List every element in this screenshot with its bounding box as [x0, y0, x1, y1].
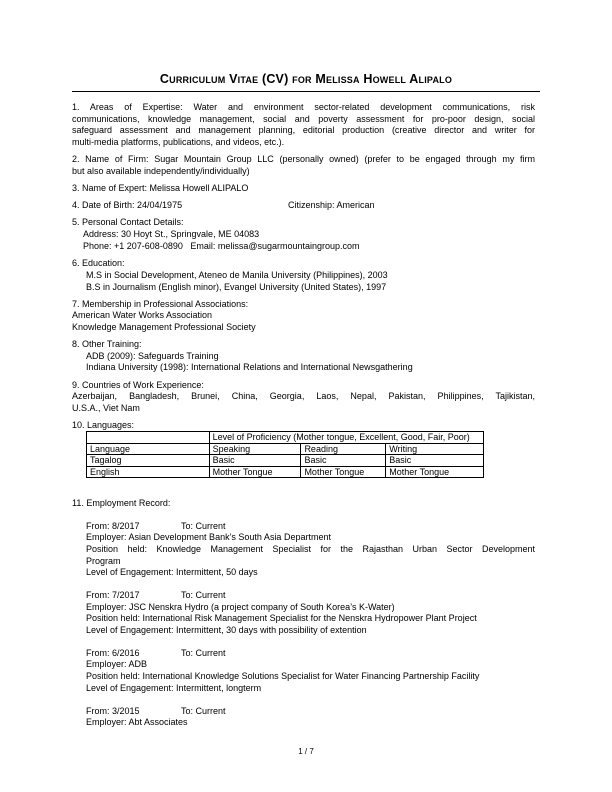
- table-row: [87, 466, 484, 478]
- job-position: Position held: International Knowledge Solutions Specialist for Water Financing Partnership Facility: [86, 671, 480, 681]
- table-cell: Basic: [386, 455, 484, 467]
- countries-line: Azerbaijan, Bangladesh, Brunei, China, Georgia, Laos, Nepal, Pakistan, Philippines, Tajikistan,: [72, 391, 535, 401]
- countries-line: U.S.A., Viet Nam: [72, 402, 140, 413]
- job-to: To: Current: [181, 706, 226, 716]
- citizenship: Citizenship: American: [288, 200, 375, 210]
- table-row: [87, 432, 484, 444]
- table-cell: Tagalog: [87, 455, 210, 467]
- employment-heading: 11. Employment Record:: [72, 498, 171, 508]
- job-from: From: 8/2017: [86, 521, 140, 531]
- job-to: To: Current: [181, 521, 226, 531]
- languages-table: [86, 431, 484, 478]
- job-to: To: Current: [181, 590, 226, 600]
- firm-line: 2. Name of Firm: Sugar Mountain Group LLC (personally owned) (prefer to be engaged through my firm: [72, 154, 535, 164]
- table-row: [87, 455, 484, 467]
- job-employer: Employer: Asian Development Bank’s South Asia Department: [86, 532, 331, 542]
- expertise-line: multi-media platforms, publications, and videos, etc.).: [72, 136, 285, 147]
- firm-line: but also available independently/individually): [72, 165, 250, 176]
- job-employer: Employer: Abt Associates: [86, 717, 188, 727]
- job-position: [86, 544, 535, 567]
- contact-address: Address: 30 Hoyt St., Springvale, ME 04083: [83, 229, 260, 239]
- membership-item: Knowledge Management Professional Society: [72, 322, 256, 332]
- training-item: Indiana University (1998): International Relations and International Newsgathering: [86, 362, 413, 372]
- name-of-expert: 3. Name of Expert: Melissa Howell ALIPALO: [72, 183, 249, 193]
- table-cell: Mother Tongue: [386, 466, 484, 478]
- membership-item: American Water Works Association: [72, 310, 213, 320]
- job-from: From: 6/2016: [86, 648, 140, 658]
- table-cell: Mother Tongue: [209, 466, 301, 478]
- education-item: B.S in Journalism (English minor), Evangel University (United States), 1997: [86, 282, 387, 292]
- table-cell: Basic: [209, 455, 301, 467]
- column-header: Reading: [301, 443, 386, 455]
- table-cell-empty: [87, 432, 210, 444]
- countries-list: [72, 391, 535, 414]
- position-line: Program: [86, 555, 121, 566]
- languages-heading: 10. Languages:: [72, 420, 135, 430]
- job-engagement: Level of Engagement: Intermittent, 30 days with possibility of extention: [86, 625, 367, 635]
- column-header: Speaking: [209, 443, 301, 455]
- education-heading: 6. Education:: [72, 258, 125, 268]
- job-position: Position held: International Risk Management Specialist for the Nenskra Hydropower Plant Project: [86, 613, 477, 623]
- job-from: From: 3/2015: [86, 706, 140, 716]
- job-engagement: Level of Engagement: Intermittent, 50 days: [86, 567, 258, 577]
- table-cell: Mother Tongue: [301, 466, 386, 478]
- job-employer: Employer: JSC Nenskra Hydro (a project company of South Korea’s K-Water): [86, 602, 395, 612]
- expertise-line: safeguard assessment and management planning, editorial production (creative director and writer for: [72, 125, 535, 135]
- job-from: From: 7/2017: [86, 590, 140, 600]
- page-number: 1 / 7: [298, 747, 314, 756]
- column-header: Writing: [386, 443, 484, 455]
- proficiency-header: Level of Proficiency (Mother tongue, Excellent, Good, Fair, Poor): [209, 432, 483, 444]
- table-cell: Basic: [301, 455, 386, 467]
- membership-heading: 7. Membership in Professional Associations:: [72, 299, 249, 309]
- training-heading: 8. Other Training:: [72, 339, 142, 349]
- column-header: Language: [87, 443, 210, 455]
- name-of-firm: [72, 154, 535, 177]
- training-item: ADB (2009): Safeguards Training: [86, 351, 219, 361]
- countries-heading: 9. Countries of Work Experience:: [72, 380, 204, 390]
- job-to: To: Current: [181, 648, 226, 658]
- contact-phone-email: Phone: +1 207-608-0890 Email: melissa@sugarmountaingroup.com: [83, 241, 360, 251]
- position-line: Position held: Knowledge Management Specialist for the Rajasthan Urban Sector Development: [86, 544, 535, 554]
- education-item: M.S in Social Development, Ateneo de Manila University (Philippines), 2003: [86, 270, 388, 280]
- title-underline: [72, 91, 540, 92]
- document-title: Curriculum Vitae (CV) for Melissa Howell Alipalo: [159, 72, 453, 86]
- table-header-row: [87, 443, 484, 455]
- contact-heading: 5. Personal Contact Details:: [72, 217, 184, 227]
- date-of-birth: 4. Date of Birth: 24/04/1975: [72, 200, 183, 210]
- table-cell: English: [87, 466, 210, 478]
- areas-of-expertise: [72, 102, 535, 148]
- expertise-line: communications, knowledge management, social and poverty assessment for pro-poor design, social: [72, 113, 535, 124]
- expertise-line: 1. Areas of Expertise: Water and environment sector-related development communications, risk: [72, 102, 535, 112]
- job-engagement: Level of Engagement: Intermittent, longterm: [86, 683, 262, 693]
- job-employer: Employer: ADB: [86, 659, 148, 669]
